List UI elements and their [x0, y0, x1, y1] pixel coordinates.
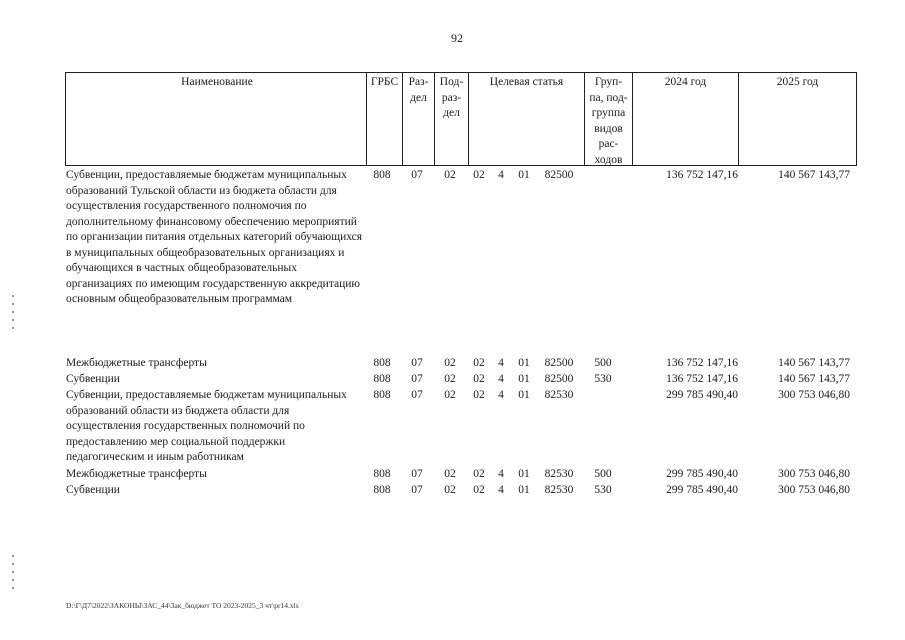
row-section: 07: [411, 389, 423, 401]
row-name: Субвенции: [66, 484, 120, 496]
row-target-1: 02: [473, 169, 485, 181]
row-section: 07: [411, 169, 423, 181]
row-value-2025: 140 567 143,77: [778, 169, 850, 181]
header-year-2025: 2025 год: [738, 73, 856, 165]
row-target-1: 02: [473, 357, 485, 369]
row-target-2: 4: [498, 357, 504, 369]
header-name: Наименование: [181, 76, 253, 88]
row-value-2025: 300 753 046,80: [778, 468, 850, 480]
row-target-3: 01: [518, 468, 530, 480]
row-name: Субвенции, предоставляемые бюджетам муниципальных образований Тульской области из бюджета области для осуществления государственного полномочия по дополнительному финансовому обеспечению мероприятий по организации питания отдельных категорий обучающихся в муниципальных общеобразовательных организациях и обучающихся в частных общеобразовательных организациях по имеющим государственную аккредитацию основным общеобразовательным программам: [66, 169, 363, 305]
scan-dots-upper: [12, 295, 14, 335]
row-value-2024: 136 752 147,16: [666, 169, 738, 181]
row-target-3: 01: [518, 389, 530, 401]
row-target-2: 4: [498, 484, 504, 496]
row-target-1: 02: [473, 373, 485, 385]
row-section: 07: [411, 357, 423, 369]
row-group: 500: [594, 468, 612, 480]
header-year-2024: 2024 год: [632, 73, 738, 165]
row-target-4: 82500: [544, 357, 574, 369]
row-target-3: 01: [518, 169, 530, 181]
header-subsection: Под- раз- дел: [434, 73, 468, 165]
table-row: [0, 356, 905, 372]
row-grbs: 808: [373, 484, 391, 496]
table-row: [0, 168, 905, 328]
row-target-2: 4: [498, 373, 504, 385]
row-target-4: 82530: [544, 468, 574, 480]
table-row: [0, 483, 905, 499]
row-group: 530: [594, 373, 612, 385]
row-target-2: 4: [498, 169, 504, 181]
row-grbs: 808: [373, 357, 391, 369]
table-row: [0, 467, 905, 483]
row-subsection: 02: [444, 389, 456, 401]
row-value-2024: 299 785 490,40: [666, 389, 738, 401]
row-group: 500: [594, 357, 612, 369]
row-name: Межбюджетные трансферты: [66, 468, 207, 480]
header-expense-group: Груп- па, под- группа видов рас- ходов: [584, 73, 632, 165]
row-target-4: 82500: [544, 169, 574, 181]
row-section: 07: [411, 484, 423, 496]
table-row: [0, 372, 905, 388]
row-group: 530: [594, 484, 612, 496]
row-target-1: 02: [473, 389, 485, 401]
row-grbs: 808: [373, 169, 391, 181]
table-header: [65, 72, 857, 166]
header-grbs: ГРБС: [366, 73, 402, 165]
row-value-2024: 299 785 490,40: [666, 468, 738, 480]
row-target-1: 02: [473, 468, 485, 480]
row-value-2025: 140 567 143,77: [778, 357, 850, 369]
header-target-article: Целевая статья: [468, 73, 584, 165]
row-subsection: 02: [444, 468, 456, 480]
row-grbs: 808: [373, 389, 391, 401]
page-number: 92: [451, 31, 463, 45]
row-target-4: 82530: [544, 389, 574, 401]
row-name: Субвенции: [66, 373, 120, 385]
row-target-4: 82500: [544, 373, 574, 385]
row-target-3: 01: [518, 484, 530, 496]
row-value-2025: 300 753 046,80: [778, 484, 850, 496]
row-value-2024: 136 752 147,16: [666, 373, 738, 385]
row-grbs: 808: [373, 468, 391, 480]
row-target-2: 4: [498, 468, 504, 480]
table-row: [0, 388, 905, 468]
row-target-4: 82530: [544, 484, 574, 496]
row-value-2024: 136 752 147,16: [666, 357, 738, 369]
row-value-2025: 300 753 046,80: [778, 389, 850, 401]
row-subsection: 02: [444, 373, 456, 385]
scan-dots-lower: [12, 555, 14, 595]
row-target-2: 4: [498, 389, 504, 401]
header-section: Раз- дел: [402, 73, 434, 165]
row-name: Межбюджетные трансферты: [66, 357, 207, 369]
row-subsection: 02: [444, 357, 456, 369]
row-section: 07: [411, 468, 423, 480]
row-name: Субвенции, предоставляемые бюджетам муниципальных образований области из бюджета области для осуществления государственных полномочий по предоставлению мер социальной поддержки педагогическим и иным работникам: [66, 389, 347, 463]
row-target-1: 02: [473, 484, 485, 496]
row-value-2025: 140 567 143,77: [778, 373, 850, 385]
row-subsection: 02: [444, 484, 456, 496]
row-value-2024: 299 785 490,40: [666, 484, 738, 496]
row-grbs: 808: [373, 373, 391, 385]
row-subsection: 02: [444, 169, 456, 181]
row-section: 07: [411, 373, 423, 385]
row-target-3: 01: [518, 373, 530, 385]
row-target-3: 01: [518, 357, 530, 369]
file-path-footer: D:\Г\Д7\2022\ЗАКОНЫ\ЗАС_44\Зак_бюджет ТО 2023-2025_3 чт\pr14.xls: [66, 601, 299, 610]
